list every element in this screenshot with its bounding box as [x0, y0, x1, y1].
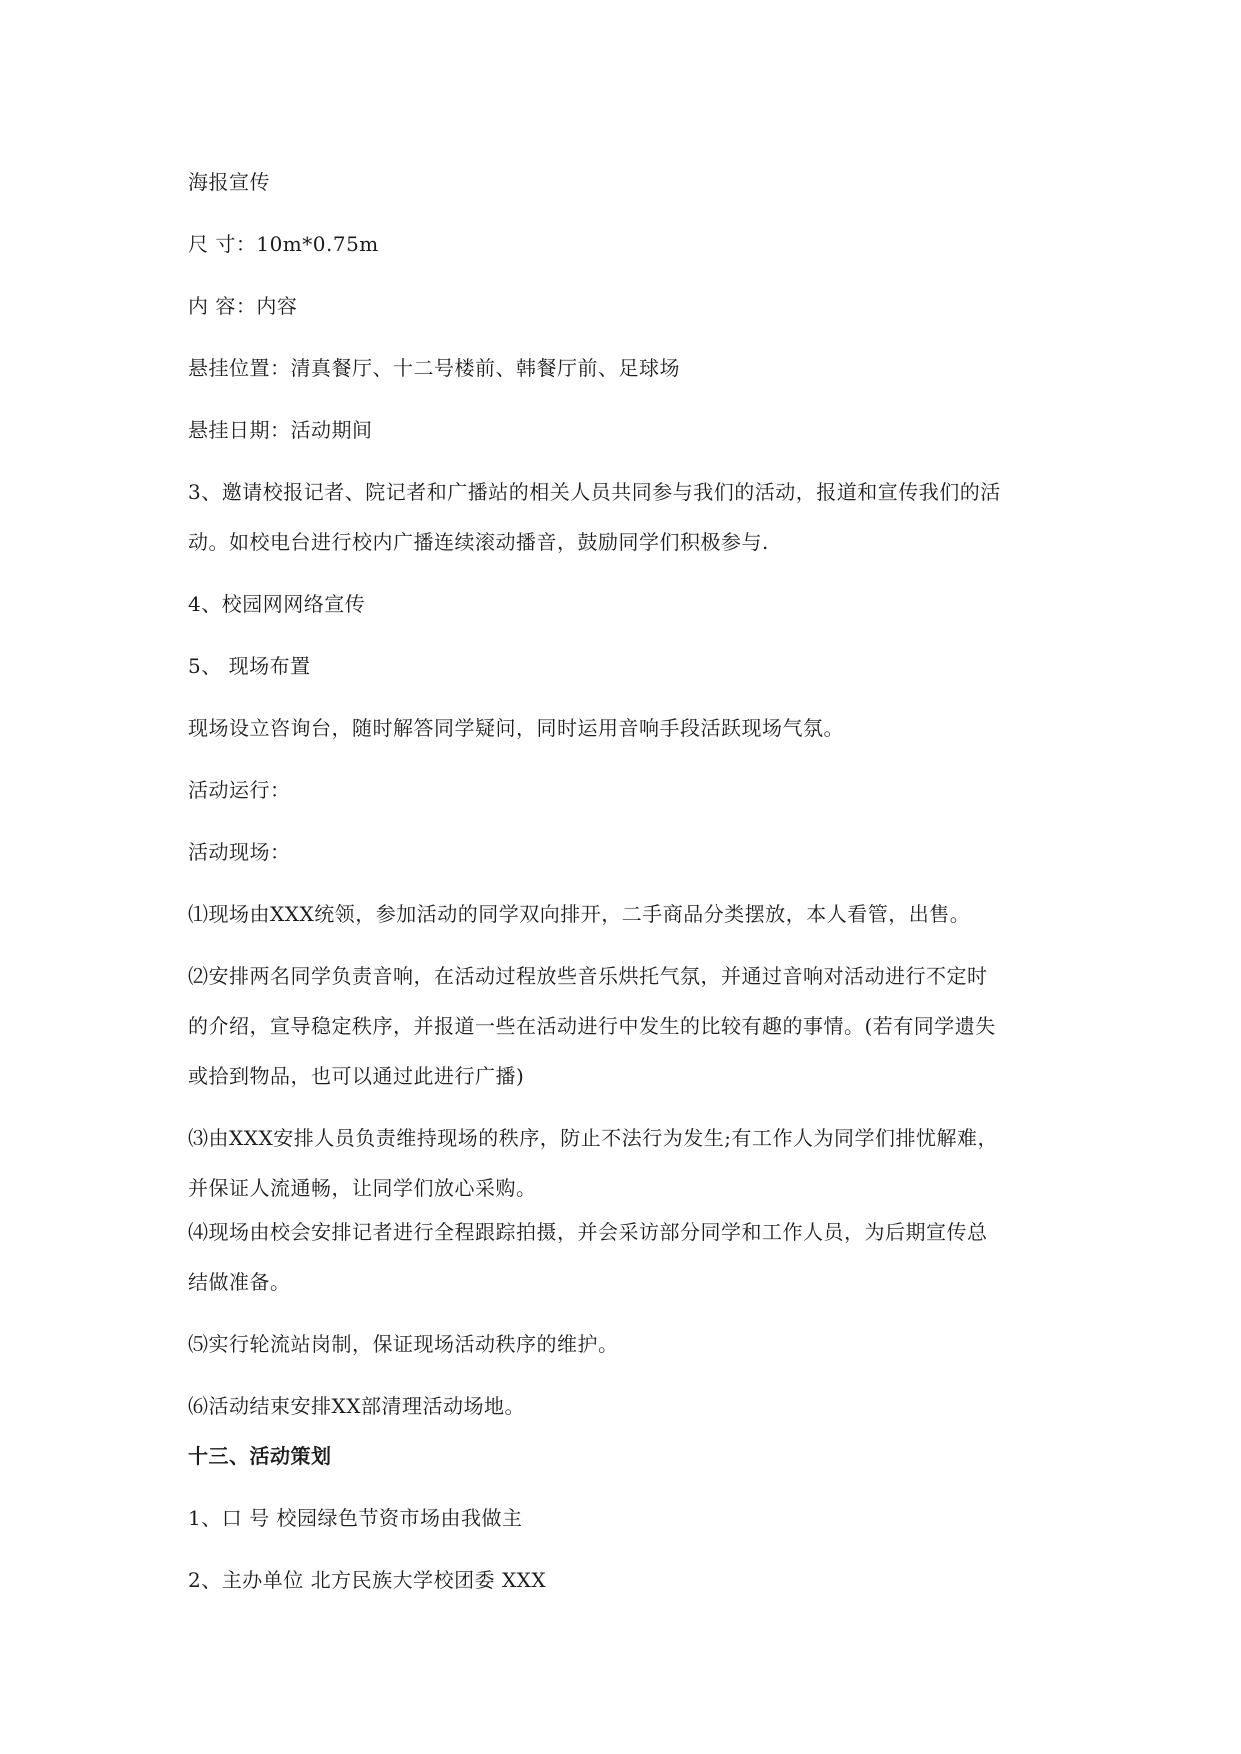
setup-line: 现场设立咨询台，随时解答同学疑问，同时运用音响手段活跃现场气氛。 — [188, 716, 844, 740]
site-item-5: ⑸实行轮流站岗制，保证现场活动秩序的维护。 — [188, 1332, 619, 1356]
item-3-line-1: 3、邀请校报记者、院记者和广播站的相关人员共同参与我们的活动，报道和宣传我们的活 — [188, 480, 1001, 504]
site-item-3-line-1: ⑶由XXX安排人员负责维持现场的秩序，防止不法行为发生;有工作人为同学们排忧解难， — [188, 1126, 998, 1150]
hang-location-line: 悬挂位置：清真餐厅、十二号楼前、韩餐厅前、足球场 — [188, 356, 680, 380]
item-4-line: 4、校园网网络宣传 — [188, 592, 366, 616]
hang-date-line: 悬挂日期：活动期间 — [188, 418, 373, 442]
section-13-heading: 十三、活动策划 — [188, 1444, 332, 1468]
poster-heading: 海报宣传 — [188, 170, 270, 194]
site-item-2-line-3: 或拾到物品，也可以通过此进行广播) — [188, 1064, 525, 1088]
site-item-2-line-2: 的介绍，宣导稳定秩序，并报道一些在活动进行中发生的比较有趣的事情。(若有同学遗失 — [188, 1014, 996, 1038]
site-item-1: ⑴现场由XXX统领，参加活动的同学双向排开，二手商品分类摆放，本人看管，出售。 — [188, 902, 971, 926]
site-heading: 活动现场： — [188, 840, 291, 864]
site-item-3-line-2: 并保证人流通畅，让同学们放心采购。 — [188, 1176, 537, 1200]
organizer-line: 2、主办单位 北方民族大学校团委 XXX — [188, 1568, 547, 1592]
site-item-6: ⑹活动结束安排XX部清理活动场地。 — [188, 1394, 525, 1418]
site-item-4-line-2: 结做准备。 — [188, 1270, 291, 1294]
item-3-line-2: 动。如校电台进行校内广播连续滚动播音，鼓励同学们积极参与. — [188, 530, 769, 554]
item-5-line: 5、 现场布置 — [188, 654, 311, 678]
site-item-4-line-1: ⑷现场由校会安排记者进行全程跟踪拍摄，并会采访部分同学和工作人员，为后期宣传总 — [188, 1220, 988, 1244]
operation-heading: 活动运行： — [188, 778, 291, 802]
slogan-line: 1、口 号 校园绿色节资市场由我做主 — [188, 1506, 523, 1530]
site-item-2-line-1: ⑵安排两名同学负责音响，在活动过程放些音乐烘托气氛，并通过音响对活动进行不定时 — [188, 964, 988, 988]
size-line: 尺 寸：10m*0.75m — [188, 232, 379, 256]
content-line: 内 容：内容 — [188, 294, 298, 318]
